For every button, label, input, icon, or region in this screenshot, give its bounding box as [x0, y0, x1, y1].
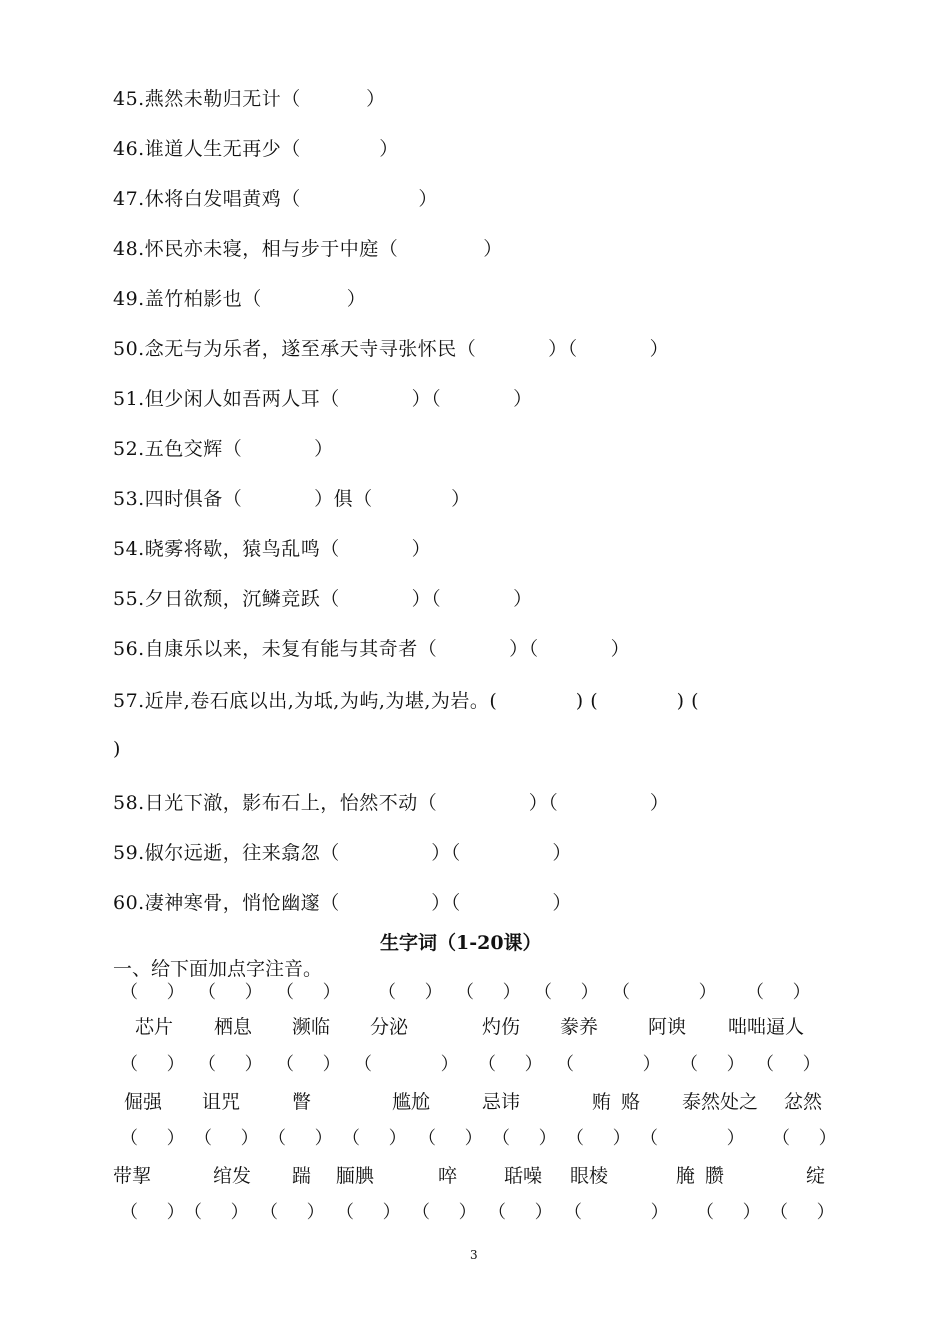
vocab-word: 腼腆	[336, 1165, 375, 1187]
vocab-word: 踹	[292, 1165, 312, 1187]
question-line: 50.念无与为乐者，遂至承天寺寻张怀民（ ）（ ）	[113, 338, 670, 360]
question-line: 54.晓雾将歇，猿鸟乱鸣（ ）	[113, 538, 432, 560]
vocab-word: 绾发	[213, 1165, 252, 1187]
question-line: 56.自康乐以来，未复有能与其奇者（ ）（ ）	[113, 638, 631, 660]
answer-blank[interactable]: （ ）	[354, 1054, 459, 1075]
vocab-word: 泰然处之	[682, 1091, 759, 1113]
answer-blank[interactable]: （ ）	[680, 1054, 745, 1075]
answer-blank[interactable]: （ ）	[342, 1128, 407, 1149]
vocab-word: 濒临	[292, 1016, 331, 1038]
vocab-word: 诅咒	[202, 1091, 241, 1113]
answer-blank[interactable]: （ ）	[198, 982, 263, 1003]
question-line: 45.燕然未勒归无计（ ）	[113, 88, 386, 110]
question-line: 58.日光下澈，影布石上，怡然不动（ ）（ ）	[113, 792, 670, 814]
vocab-word: 豢养	[560, 1016, 599, 1038]
answer-blank[interactable]: （ ）	[276, 1054, 341, 1075]
vocab-word: 倔强	[124, 1091, 163, 1113]
vocab-word: 忌讳	[482, 1091, 521, 1113]
vocab-word: 阿谀	[648, 1016, 687, 1038]
vocab-word: 腌臜	[676, 1165, 735, 1187]
question-line-continued: )	[113, 738, 121, 760]
question-line: 53.四时俱备（ ）俱（ ）	[113, 488, 471, 510]
answer-blank[interactable]: （ ）	[268, 1128, 333, 1149]
answer-blank[interactable]: （ ）	[260, 1202, 325, 1223]
vocab-word: 绽	[806, 1165, 826, 1187]
page-number: 3	[470, 1248, 478, 1262]
answer-blank[interactable]: （ ）	[612, 982, 717, 1003]
answer-blank[interactable]: （ ）	[198, 1054, 263, 1075]
answer-blank[interactable]: （ ）	[756, 1054, 821, 1075]
question-line: 52.五色交辉（ ）	[113, 438, 334, 460]
word-row	[0, 1012, 950, 1038]
section-title: 生字词（1-20课）	[380, 932, 542, 954]
answer-blank[interactable]: （ ）	[120, 1202, 185, 1223]
question-line: 51.但少闲人如吾两人耳（ ）（ ）	[113, 388, 533, 410]
answer-blank[interactable]: （ ）	[746, 982, 811, 1003]
answer-blank[interactable]: （ ）	[492, 1128, 557, 1149]
answer-blank[interactable]: （ ）	[534, 982, 599, 1003]
answer-blank-row	[0, 978, 950, 1004]
word-row	[0, 1161, 950, 1187]
answer-blank[interactable]: （ ）	[772, 1128, 837, 1149]
vocab-word: 尴尬	[392, 1091, 431, 1113]
vocab-word: 眼棱	[570, 1165, 609, 1187]
question-line: 47.休将白发唱黄鸡（ ）	[113, 188, 438, 210]
answer-blank[interactable]: （ ）	[456, 982, 521, 1003]
answer-blank-row	[0, 1198, 950, 1224]
question-line: 59.俶尔远逝，往来翕忽（ ）（ ）	[113, 842, 572, 864]
answer-blank[interactable]: （ ）	[120, 982, 185, 1003]
vocab-word: 灼伤	[482, 1016, 521, 1038]
question-line: 57.近岸,卷石底以出,为坻,为屿,为堪,为岩。( ) ( ) (	[113, 690, 700, 712]
answer-blank[interactable]: （ ）	[566, 1128, 631, 1149]
vocab-word: 带挈	[113, 1165, 152, 1187]
vocab-word: 忿然	[784, 1091, 823, 1113]
answer-blank-row	[0, 1124, 950, 1150]
answer-blank[interactable]: （ ）	[564, 1202, 669, 1223]
vocab-word: 瞥	[292, 1091, 312, 1113]
answer-blank[interactable]: （ ）	[412, 1202, 477, 1223]
vocab-word: 贿赂	[592, 1091, 651, 1113]
exercise-heading: 一、给下面加点字注音。	[113, 958, 323, 980]
vocab-word: 栖息	[214, 1016, 253, 1038]
answer-blank[interactable]: （ ）	[120, 1128, 185, 1149]
vocab-word: 啐	[438, 1165, 458, 1187]
answer-blank-row	[0, 1050, 950, 1076]
answer-blank[interactable]: （ ）	[488, 1202, 553, 1223]
question-line: 55.夕日欲颓，沉鳞竞跃（ ）（ ）	[113, 588, 533, 610]
question-line: 49.盖竹柏影也（ ）	[113, 288, 367, 310]
answer-blank[interactable]: （ ）	[478, 1054, 543, 1075]
answer-blank[interactable]: （ ）	[770, 1202, 835, 1223]
answer-blank[interactable]: （ ）	[418, 1128, 483, 1149]
vocab-word: 聒噪	[504, 1165, 543, 1187]
answer-blank[interactable]: （ ）	[120, 1054, 185, 1075]
answer-blank[interactable]: （ ）	[378, 982, 443, 1003]
question-line: 46.谁道人生无再少（ ）	[113, 138, 399, 160]
answer-blank[interactable]: （ ）	[194, 1128, 259, 1149]
vocab-word: 芯片	[135, 1016, 174, 1038]
answer-blank[interactable]: （ ）	[696, 1202, 761, 1223]
vocab-word: 咄咄逼人	[728, 1016, 805, 1038]
answer-blank[interactable]: （ ）	[556, 1054, 661, 1075]
word-row	[0, 1087, 950, 1113]
answer-blank[interactable]: （ ）	[184, 1202, 249, 1223]
answer-blank[interactable]: （ ）	[276, 982, 341, 1003]
answer-blank[interactable]: （ ）	[640, 1128, 745, 1149]
vocab-word: 分泌	[370, 1016, 409, 1038]
question-line: 48.怀民亦未寝，相与步于中庭（ ）	[113, 238, 503, 260]
question-line: 60.凄神寒骨，悄怆幽邃（ ）（ ）	[113, 892, 572, 914]
answer-blank[interactable]: （ ）	[336, 1202, 401, 1223]
